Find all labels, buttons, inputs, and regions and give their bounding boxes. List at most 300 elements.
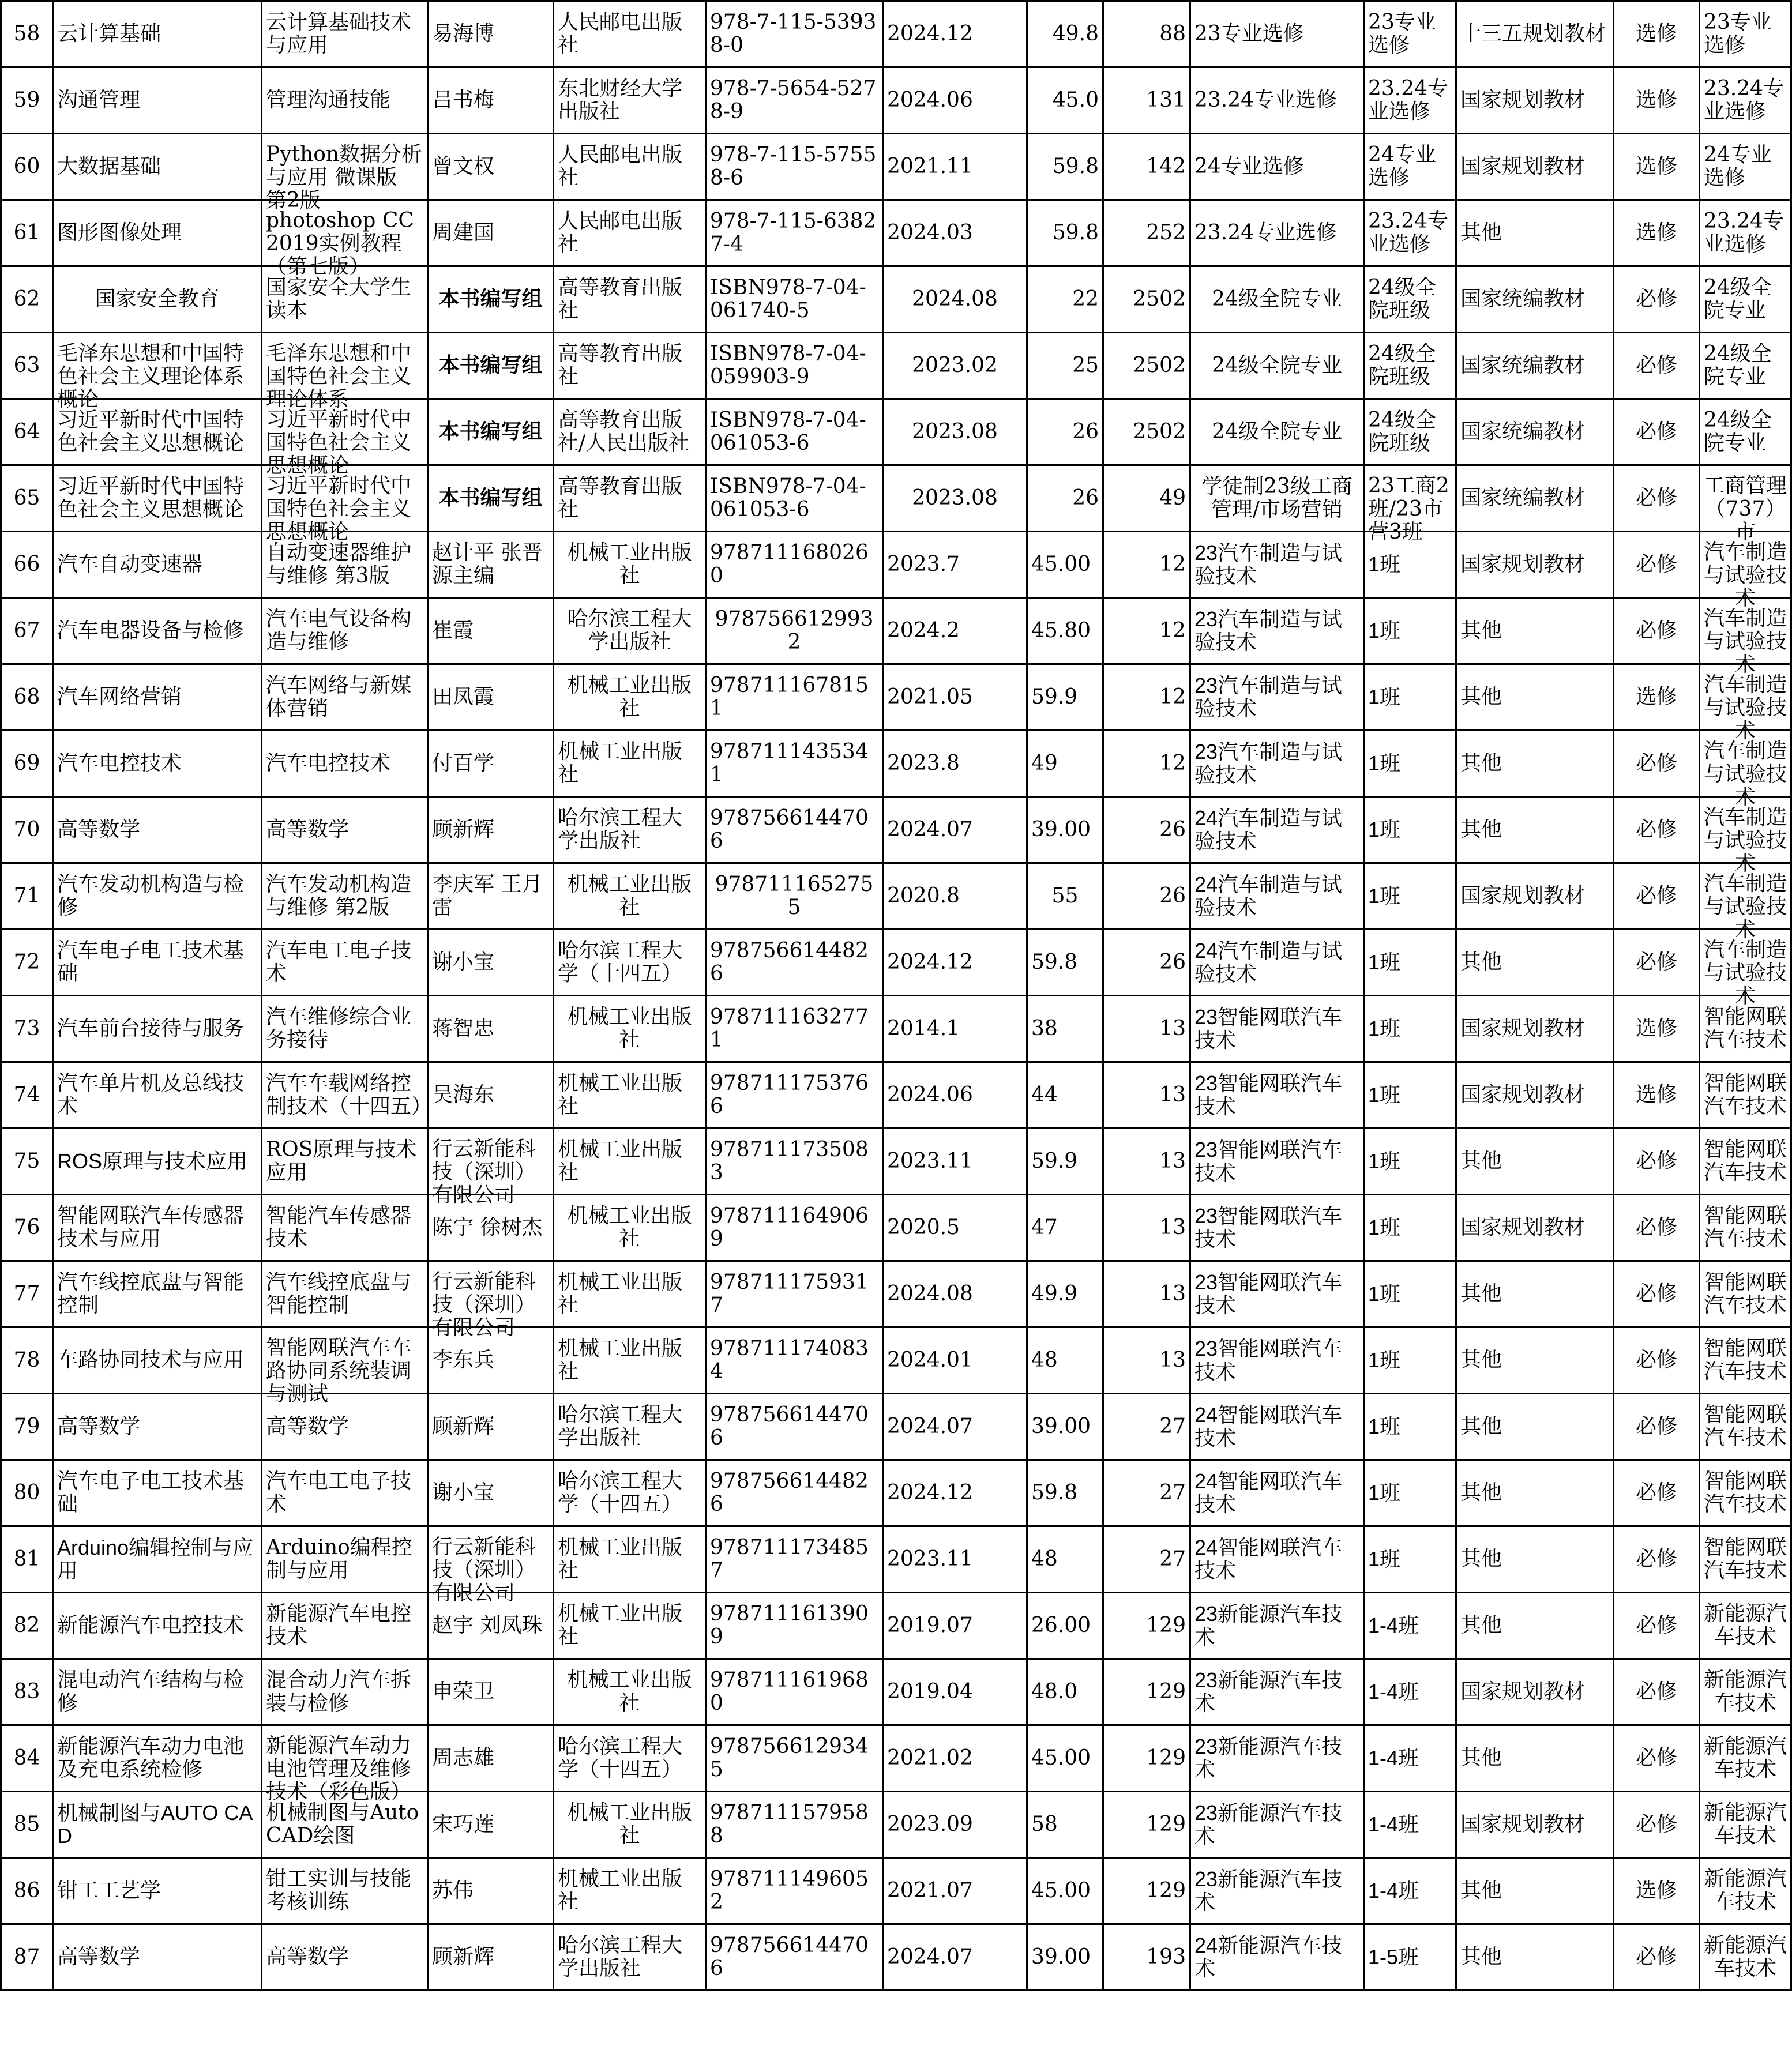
cell-required-elective[interactable] (1614, 1394, 1700, 1460)
cell-class[interactable] (1364, 1261, 1456, 1327)
cell-publisher[interactable] (554, 1327, 706, 1394)
cell-publisher[interactable] (554, 1924, 706, 1991)
cell-major[interactable] (1190, 797, 1364, 863)
cell-price[interactable] (1027, 664, 1103, 731)
cell-publisher[interactable] (554, 1659, 706, 1725)
cell-major[interactable] (1190, 1659, 1364, 1725)
cell-isbn[interactable] (706, 1858, 883, 1924)
cell-isbn[interactable] (706, 930, 883, 996)
cell-price[interactable] (1027, 1261, 1103, 1327)
cell-row-number[interactable] (1, 532, 53, 598)
cell-course-name[interactable] (53, 1792, 262, 1858)
cell-price[interactable] (1027, 1593, 1103, 1659)
cell-textbook-type[interactable] (1456, 1725, 1614, 1792)
cell-course-name[interactable] (53, 1, 262, 67)
cell-publish-date[interactable] (883, 1, 1027, 67)
cell-major[interactable] (1190, 532, 1364, 598)
cell-isbn[interactable] (706, 996, 883, 1062)
cell-row-number[interactable] (1, 67, 53, 134)
cell-publisher[interactable] (554, 930, 706, 996)
cell-publish-date[interactable] (883, 67, 1027, 134)
cell-major-note[interactable] (1700, 1, 1791, 67)
cell-class[interactable] (1364, 598, 1456, 664)
cell-major-note[interactable] (1700, 1526, 1791, 1593)
cell-isbn[interactable] (706, 797, 883, 863)
cell-course-name[interactable] (53, 1924, 262, 1991)
cell-publish-date[interactable] (883, 1924, 1027, 1991)
cell-course-name[interactable] (53, 664, 262, 731)
cell-price[interactable] (1027, 1924, 1103, 1991)
cell-row-number[interactable] (1, 1394, 53, 1460)
cell-isbn[interactable] (706, 67, 883, 134)
cell-isbn[interactable] (706, 863, 883, 930)
cell-quantity[interactable] (1103, 1394, 1190, 1460)
cell-textbook-type[interactable] (1456, 1, 1614, 67)
cell-major[interactable] (1190, 465, 1364, 532)
cell-price[interactable] (1027, 1327, 1103, 1394)
cell-publish-date[interactable] (883, 465, 1027, 532)
cell-row-number[interactable] (1, 863, 53, 930)
cell-class[interactable] (1364, 863, 1456, 930)
cell-textbook-type[interactable] (1456, 598, 1614, 664)
cell-row-number[interactable] (1, 1526, 53, 1593)
cell-required-elective[interactable] (1614, 598, 1700, 664)
cell-author[interactable] (428, 1, 554, 67)
cell-publish-date[interactable] (883, 996, 1027, 1062)
cell-price[interactable] (1027, 1195, 1103, 1261)
cell-isbn[interactable] (706, 598, 883, 664)
cell-quantity[interactable] (1103, 1593, 1190, 1659)
cell-course-name[interactable] (53, 1261, 262, 1327)
cell-row-number[interactable] (1, 266, 53, 333)
cell-class[interactable] (1364, 1460, 1456, 1526)
cell-textbook-type[interactable] (1456, 1261, 1614, 1327)
cell-major-note[interactable] (1700, 200, 1791, 266)
cell-required-elective[interactable] (1614, 996, 1700, 1062)
cell-textbook-type[interactable] (1456, 1129, 1614, 1195)
cell-textbook-title[interactable] (262, 465, 428, 544)
cell-publisher[interactable] (554, 1394, 706, 1460)
cell-course-name[interactable] (53, 1195, 262, 1261)
cell-major[interactable] (1190, 266, 1364, 333)
cell-quantity[interactable] (1103, 1327, 1190, 1394)
cell-class[interactable] (1364, 266, 1456, 333)
cell-textbook-type[interactable] (1456, 1394, 1614, 1460)
cell-major[interactable] (1190, 1062, 1364, 1129)
cell-author[interactable] (428, 399, 554, 465)
cell-price[interactable] (1027, 1858, 1103, 1924)
cell-row-number[interactable] (1, 1261, 53, 1327)
cell-row-number[interactable] (1, 1062, 53, 1129)
cell-textbook-title[interactable] (262, 797, 428, 863)
cell-textbook-title[interactable] (262, 1327, 428, 1406)
cell-required-elective[interactable] (1614, 67, 1700, 134)
cell-course-name[interactable] (53, 1725, 262, 1792)
cell-row-number[interactable] (1, 1924, 53, 1991)
cell-row-number[interactable] (1, 996, 53, 1062)
cell-author[interactable] (428, 1261, 554, 1340)
cell-publisher[interactable] (554, 797, 706, 863)
cell-isbn[interactable] (706, 1593, 883, 1659)
cell-isbn[interactable] (706, 1460, 883, 1526)
cell-course-name[interactable] (53, 67, 262, 134)
cell-textbook-title[interactable] (262, 930, 428, 996)
cell-row-number[interactable] (1, 333, 53, 399)
cell-major-note[interactable] (1700, 996, 1791, 1062)
cell-publish-date[interactable] (883, 1792, 1027, 1858)
cell-publisher[interactable] (554, 532, 706, 598)
cell-course-name[interactable] (53, 1526, 262, 1593)
cell-major[interactable] (1190, 863, 1364, 930)
cell-price[interactable] (1027, 1526, 1103, 1593)
cell-publish-date[interactable] (883, 1526, 1027, 1593)
cell-textbook-type[interactable] (1456, 863, 1614, 930)
cell-quantity[interactable] (1103, 465, 1190, 532)
cell-course-name[interactable] (53, 930, 262, 996)
cell-author[interactable] (428, 1792, 554, 1858)
cell-publisher[interactable] (554, 664, 706, 731)
cell-publish-date[interactable] (883, 1394, 1027, 1460)
cell-course-name[interactable] (53, 333, 262, 411)
cell-author[interactable] (428, 797, 554, 863)
cell-class[interactable] (1364, 930, 1456, 996)
cell-row-number[interactable] (1, 797, 53, 863)
cell-major-note[interactable] (1700, 598, 1791, 676)
cell-required-elective[interactable] (1614, 863, 1700, 930)
cell-major[interactable] (1190, 1327, 1364, 1394)
cell-publisher[interactable] (554, 863, 706, 930)
cell-course-name[interactable] (53, 996, 262, 1062)
cell-publisher[interactable] (554, 67, 706, 134)
cell-price[interactable] (1027, 333, 1103, 399)
cell-publish-date[interactable] (883, 1129, 1027, 1195)
cell-textbook-title[interactable] (262, 1195, 428, 1261)
cell-major[interactable] (1190, 1, 1364, 67)
cell-textbook-type[interactable] (1456, 266, 1614, 333)
cell-course-name[interactable] (53, 1460, 262, 1526)
cell-textbook-type[interactable] (1456, 797, 1614, 863)
cell-isbn[interactable] (706, 1195, 883, 1261)
cell-major-note[interactable] (1700, 399, 1791, 465)
cell-author[interactable] (428, 731, 554, 797)
cell-class[interactable] (1364, 1725, 1456, 1792)
cell-major[interactable] (1190, 1593, 1364, 1659)
cell-major[interactable] (1190, 731, 1364, 797)
cell-textbook-title[interactable] (262, 1526, 428, 1593)
cell-major[interactable] (1190, 200, 1364, 266)
cell-textbook-title[interactable] (262, 67, 428, 134)
cell-row-number[interactable] (1, 1129, 53, 1195)
cell-major[interactable] (1190, 333, 1364, 399)
cell-textbook-title[interactable] (262, 1, 428, 67)
cell-textbook-title[interactable] (262, 598, 428, 664)
cell-isbn[interactable] (706, 399, 883, 465)
cell-publisher[interactable] (554, 731, 706, 797)
cell-course-name[interactable] (53, 1394, 262, 1460)
cell-class[interactable] (1364, 1394, 1456, 1460)
cell-required-elective[interactable] (1614, 1858, 1700, 1924)
cell-textbook-type[interactable] (1456, 996, 1614, 1062)
cell-course-name[interactable] (53, 1062, 262, 1129)
cell-publish-date[interactable] (883, 664, 1027, 731)
cell-major-note[interactable] (1700, 664, 1791, 743)
cell-textbook-type[interactable] (1456, 664, 1614, 731)
cell-class[interactable] (1364, 1792, 1456, 1858)
cell-quantity[interactable] (1103, 797, 1190, 863)
cell-required-elective[interactable] (1614, 1261, 1700, 1327)
cell-textbook-title[interactable] (262, 664, 428, 731)
cell-quantity[interactable] (1103, 266, 1190, 333)
cell-major[interactable] (1190, 399, 1364, 465)
cell-course-name[interactable] (53, 797, 262, 863)
cell-textbook-type[interactable] (1456, 465, 1614, 532)
cell-textbook-title[interactable] (262, 134, 428, 212)
cell-textbook-title[interactable] (262, 1460, 428, 1526)
cell-publisher[interactable] (554, 399, 706, 465)
cell-major-note[interactable] (1700, 1460, 1791, 1526)
cell-price[interactable] (1027, 1129, 1103, 1195)
cell-class[interactable] (1364, 200, 1456, 266)
cell-textbook-title[interactable] (262, 863, 428, 930)
cell-price[interactable] (1027, 1, 1103, 67)
cell-price[interactable] (1027, 134, 1103, 200)
cell-quantity[interactable] (1103, 1, 1190, 67)
cell-publish-date[interactable] (883, 200, 1027, 266)
cell-textbook-type[interactable] (1456, 731, 1614, 797)
cell-row-number[interactable] (1, 1659, 53, 1725)
cell-isbn[interactable] (706, 1129, 883, 1195)
cell-major-note[interactable] (1700, 1725, 1791, 1792)
cell-required-elective[interactable] (1614, 266, 1700, 333)
cell-publish-date[interactable] (883, 532, 1027, 598)
cell-publish-date[interactable] (883, 1062, 1027, 1129)
cell-required-elective[interactable] (1614, 1195, 1700, 1261)
cell-textbook-title[interactable] (262, 1858, 428, 1924)
cell-isbn[interactable] (706, 1394, 883, 1460)
cell-quantity[interactable] (1103, 1526, 1190, 1593)
cell-author[interactable] (428, 1460, 554, 1526)
cell-required-elective[interactable] (1614, 1327, 1700, 1394)
cell-textbook-title[interactable] (262, 731, 428, 797)
cell-major[interactable] (1190, 1129, 1364, 1195)
cell-publisher[interactable] (554, 1792, 706, 1858)
cell-required-elective[interactable] (1614, 1659, 1700, 1725)
cell-textbook-title[interactable] (262, 996, 428, 1062)
cell-isbn[interactable] (706, 1725, 883, 1792)
cell-price[interactable] (1027, 1062, 1103, 1129)
cell-textbook-title[interactable] (262, 1659, 428, 1725)
cell-quantity[interactable] (1103, 1460, 1190, 1526)
cell-price[interactable] (1027, 67, 1103, 134)
cell-author[interactable] (428, 1394, 554, 1460)
cell-price[interactable] (1027, 1394, 1103, 1460)
cell-class[interactable] (1364, 1129, 1456, 1195)
cell-major[interactable] (1190, 1526, 1364, 1593)
cell-row-number[interactable] (1, 664, 53, 731)
cell-author[interactable] (428, 1858, 554, 1924)
cell-price[interactable] (1027, 200, 1103, 266)
cell-major[interactable] (1190, 1725, 1364, 1792)
cell-row-number[interactable] (1, 1460, 53, 1526)
cell-required-elective[interactable] (1614, 134, 1700, 200)
cell-class[interactable] (1364, 333, 1456, 399)
cell-class[interactable] (1364, 731, 1456, 797)
cell-publisher[interactable] (554, 1526, 706, 1593)
cell-required-elective[interactable] (1614, 930, 1700, 996)
cell-class[interactable] (1364, 1195, 1456, 1261)
cell-textbook-title[interactable] (262, 1924, 428, 1991)
cell-publish-date[interactable] (883, 1261, 1027, 1327)
cell-textbook-title[interactable] (262, 266, 428, 333)
cell-textbook-type[interactable] (1456, 134, 1614, 200)
cell-price[interactable] (1027, 1659, 1103, 1725)
cell-author[interactable] (428, 1924, 554, 1991)
cell-major-note[interactable] (1700, 797, 1791, 875)
cell-price[interactable] (1027, 1792, 1103, 1858)
cell-course-name[interactable] (53, 1593, 262, 1659)
cell-required-elective[interactable] (1614, 399, 1700, 465)
cell-textbook-title[interactable] (262, 532, 428, 598)
cell-major[interactable] (1190, 1858, 1364, 1924)
cell-required-elective[interactable] (1614, 1792, 1700, 1858)
cell-quantity[interactable] (1103, 1725, 1190, 1792)
cell-publisher[interactable] (554, 266, 706, 333)
cell-required-elective[interactable] (1614, 333, 1700, 399)
cell-required-elective[interactable] (1614, 797, 1700, 863)
cell-textbook-title[interactable] (262, 1792, 428, 1858)
cell-major[interactable] (1190, 1195, 1364, 1261)
cell-author[interactable] (428, 333, 554, 399)
cell-row-number[interactable] (1, 134, 53, 200)
cell-publish-date[interactable] (883, 1593, 1027, 1659)
cell-course-name[interactable] (53, 1659, 262, 1725)
cell-quantity[interactable] (1103, 134, 1190, 200)
cell-course-name[interactable] (53, 399, 262, 465)
cell-textbook-type[interactable] (1456, 1526, 1614, 1593)
cell-major-note[interactable] (1700, 863, 1791, 942)
cell-publisher[interactable] (554, 1460, 706, 1526)
cell-price[interactable] (1027, 863, 1103, 930)
cell-major-note[interactable] (1700, 1129, 1791, 1195)
cell-required-elective[interactable] (1614, 532, 1700, 598)
cell-row-number[interactable] (1, 731, 53, 797)
cell-quantity[interactable] (1103, 200, 1190, 266)
cell-publish-date[interactable] (883, 333, 1027, 399)
cell-required-elective[interactable] (1614, 200, 1700, 266)
cell-major-note[interactable] (1700, 731, 1791, 809)
cell-publisher[interactable] (554, 333, 706, 399)
cell-major[interactable] (1190, 664, 1364, 731)
cell-author[interactable] (428, 1526, 554, 1605)
cell-publish-date[interactable] (883, 1858, 1027, 1924)
cell-publish-date[interactable] (883, 731, 1027, 797)
cell-price[interactable] (1027, 1460, 1103, 1526)
cell-class[interactable] (1364, 664, 1456, 731)
cell-major[interactable] (1190, 134, 1364, 200)
cell-publish-date[interactable] (883, 598, 1027, 664)
cell-course-name[interactable] (53, 200, 262, 266)
cell-row-number[interactable] (1, 598, 53, 664)
cell-publisher[interactable] (554, 1062, 706, 1129)
cell-course-name[interactable] (53, 134, 262, 200)
cell-publish-date[interactable] (883, 863, 1027, 930)
cell-major-note[interactable] (1700, 1394, 1791, 1460)
cell-publish-date[interactable] (883, 797, 1027, 863)
cell-isbn[interactable] (706, 1062, 883, 1129)
cell-required-elective[interactable] (1614, 1526, 1700, 1593)
cell-row-number[interactable] (1, 1, 53, 67)
cell-row-number[interactable] (1, 1195, 53, 1261)
cell-major[interactable] (1190, 598, 1364, 664)
cell-major-note[interactable] (1700, 465, 1791, 544)
cell-textbook-title[interactable] (262, 1261, 428, 1327)
cell-publish-date[interactable] (883, 1195, 1027, 1261)
cell-major-note[interactable] (1700, 532, 1791, 610)
cell-publisher[interactable] (554, 1725, 706, 1792)
cell-textbook-type[interactable] (1456, 67, 1614, 134)
cell-class[interactable] (1364, 1659, 1456, 1725)
cell-class[interactable] (1364, 465, 1456, 544)
cell-publisher[interactable] (554, 1858, 706, 1924)
cell-course-name[interactable] (53, 465, 262, 532)
cell-major-note[interactable] (1700, 1924, 1791, 1991)
cell-quantity[interactable] (1103, 664, 1190, 731)
cell-textbook-title[interactable] (262, 1129, 428, 1195)
cell-class[interactable] (1364, 1526, 1456, 1593)
cell-class[interactable] (1364, 1062, 1456, 1129)
cell-price[interactable] (1027, 465, 1103, 532)
cell-quantity[interactable] (1103, 532, 1190, 598)
cell-textbook-type[interactable] (1456, 1593, 1614, 1659)
cell-major-note[interactable] (1700, 1261, 1791, 1327)
cell-price[interactable] (1027, 266, 1103, 333)
cell-isbn[interactable] (706, 664, 883, 731)
cell-class[interactable] (1364, 1924, 1456, 1991)
cell-course-name[interactable] (53, 1327, 262, 1394)
cell-author[interactable] (428, 1659, 554, 1725)
cell-textbook-type[interactable] (1456, 930, 1614, 996)
cell-major-note[interactable] (1700, 1792, 1791, 1858)
cell-quantity[interactable] (1103, 1659, 1190, 1725)
cell-row-number[interactable] (1, 1593, 53, 1659)
cell-textbook-type[interactable] (1456, 1659, 1614, 1725)
cell-isbn[interactable] (706, 1, 883, 67)
cell-quantity[interactable] (1103, 1062, 1190, 1129)
cell-isbn[interactable] (706, 134, 883, 200)
cell-quantity[interactable] (1103, 996, 1190, 1062)
cell-textbook-title[interactable] (262, 1593, 428, 1659)
cell-required-elective[interactable] (1614, 1460, 1700, 1526)
cell-publisher[interactable] (554, 200, 706, 266)
cell-row-number[interactable] (1, 1792, 53, 1858)
cell-publish-date[interactable] (883, 1327, 1027, 1394)
cell-isbn[interactable] (706, 1526, 883, 1593)
cell-isbn[interactable] (706, 1261, 883, 1327)
cell-major[interactable] (1190, 1261, 1364, 1327)
cell-quantity[interactable] (1103, 399, 1190, 465)
cell-major-note[interactable] (1700, 134, 1791, 200)
cell-author[interactable] (428, 266, 554, 333)
cell-price[interactable] (1027, 1725, 1103, 1792)
cell-class[interactable] (1364, 1327, 1456, 1394)
cell-course-name[interactable] (53, 1129, 262, 1195)
cell-textbook-type[interactable] (1456, 1924, 1614, 1991)
cell-isbn[interactable] (706, 465, 883, 532)
cell-row-number[interactable] (1, 200, 53, 266)
cell-required-elective[interactable] (1614, 1725, 1700, 1792)
cell-textbook-type[interactable] (1456, 1460, 1614, 1526)
cell-publish-date[interactable] (883, 1460, 1027, 1526)
